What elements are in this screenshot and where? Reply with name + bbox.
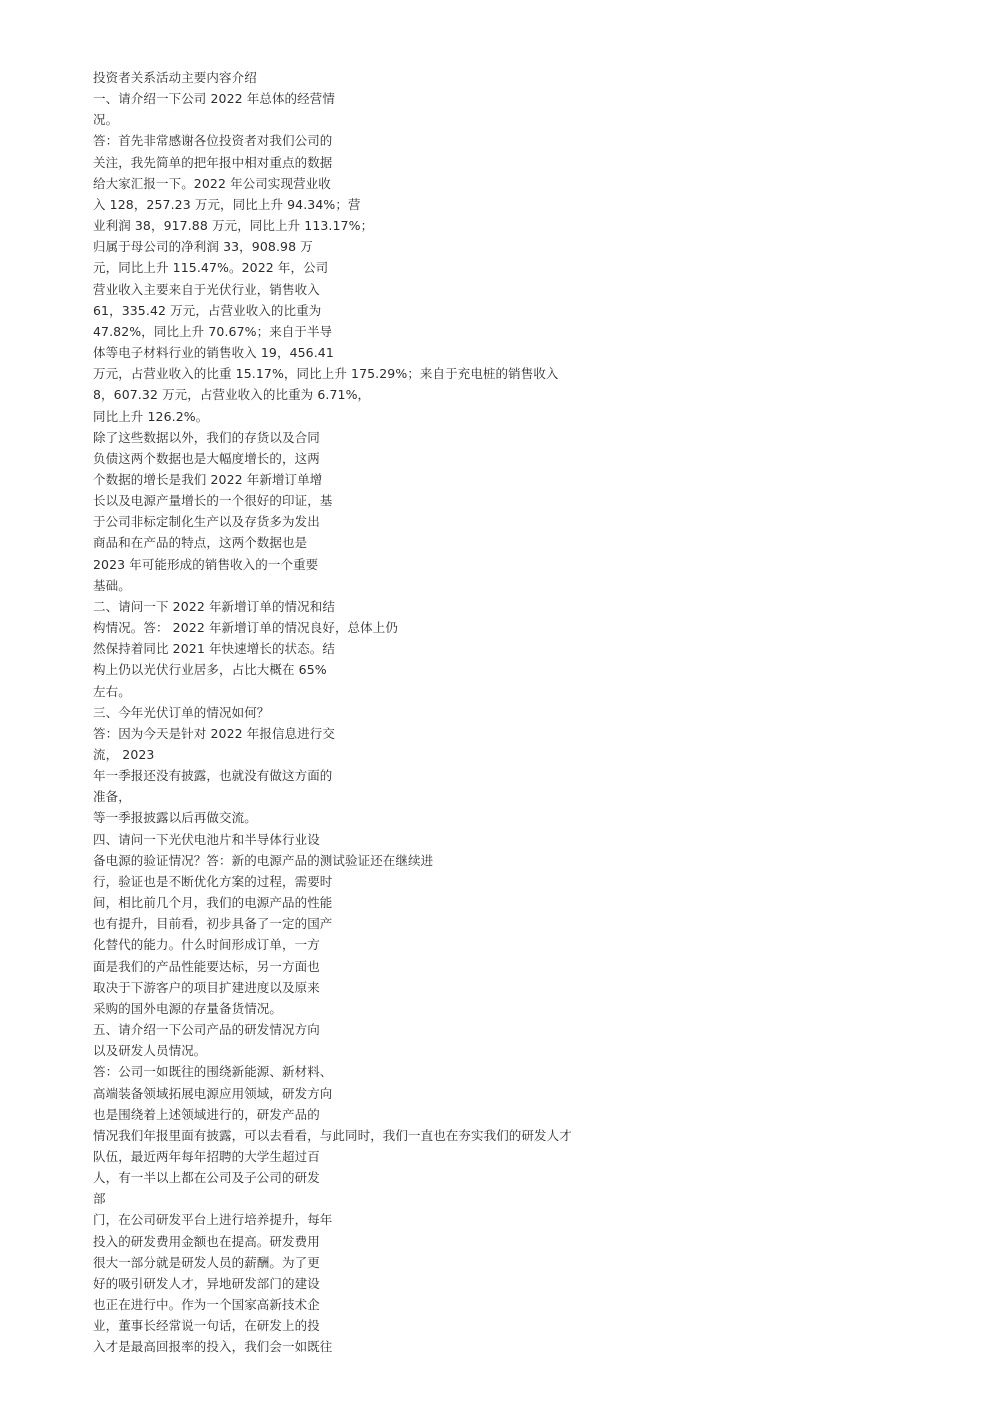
text-line: 61，335.42 万元，占营业收入的比重为 (93, 302, 322, 318)
text-line: 基础。 (93, 577, 131, 593)
text-line: 于公司非标定制化生产以及存货多为发出 (93, 514, 320, 530)
text-line: 左右。 (93, 683, 131, 699)
text-line: 也正在进行中。作为一个国家高新技术企 (93, 1297, 320, 1313)
text-line: 采购的国外电源的存量备货情况。 (93, 1000, 283, 1016)
text-line: 取决于下游客户的项目扩建进度以及原来 (93, 979, 320, 995)
text-line: 除了这些数据以外，我们的存货以及合同 (93, 429, 320, 445)
text-line: 以及研发人员情况。 (93, 1043, 207, 1059)
text-line: 备电源的验证情况？答：新的电源产品的测试验证还在继续进 (93, 852, 434, 868)
text-line: 五、请介绍一下公司产品的研发情况方向 (93, 1022, 320, 1038)
text-line: 队伍，最近两年每年招聘的大学生超过百 (93, 1148, 320, 1164)
text-line: 情况我们年报里面有披露，可以去看看，与此同时，我们一直也在夯实我们的研发人才 (93, 1127, 572, 1143)
text-line: 商品和在产品的特点，这两个数据也是 (93, 535, 308, 551)
text-line: 流， 2023 (93, 747, 155, 762)
text-line: 答：公司一如既往的围绕新能源、新材料、 (93, 1064, 333, 1080)
text-line: 归属于母公司的净利润 33，908.98 万 (93, 239, 313, 255)
text-line: 8，607.32 万元，占营业收入的比重为 6.71%， (93, 387, 371, 403)
document-body (93, 67, 973, 1358)
text-line: 间，相比前几个月，我们的电源产品的性能 (93, 895, 333, 911)
text-line: 业利润 38，917.88 万元，同比上升 113.17%； (93, 218, 374, 234)
text-line: 元，同比上升 115.47%。2022 年，公司 (93, 260, 329, 276)
text-line: 投入的研发费用金额也在提高。研发费用 (93, 1233, 320, 1249)
text-line: 行，验证也是不断优化方案的过程，需要时 (93, 873, 333, 889)
text-line: 体等电子材料行业的销售收入 19，456.41 (93, 345, 334, 361)
text-line: 也是围绕着上述领域进行的，研发产品的 (93, 1106, 320, 1122)
text-line: 好的吸引研发人才，异地研发部门的建设 (93, 1275, 320, 1291)
text-line: 化替代的能力。什么时间形成订单，一方 (93, 937, 320, 953)
text-line: 入 128，257.23 万元，同比上升 94.34%；营 (93, 196, 361, 212)
text-line: 很大一部分就是研发人员的薪酬。为了更 (93, 1254, 320, 1270)
text-line: 人，有一半以上都在公司及子公司的研发 (93, 1170, 320, 1186)
text-line: 业，董事长经常说一句话，在研发上的投 (93, 1318, 320, 1334)
text-line: 负债这两个数据也是大幅度增长的，这两 (93, 450, 320, 466)
text-line: 47.82%，同比上升 70.67%；来自于半导 (93, 323, 333, 339)
text-line: 入才是最高回报率的投入，我们会一如既往 (93, 1339, 333, 1355)
text-line: 也有提升，目前看，初步具备了一定的国产 (93, 916, 333, 932)
text-line: 给大家汇报一下。2022 年公司实现营业收 (93, 175, 331, 191)
text-line: 营业收入主要来自于光伏行业，销售收入 (93, 281, 320, 297)
text-line: 四、请问一下光伏电池片和半导体行业设 (93, 831, 320, 847)
text-line: 构上仍以光伏行业居多，占比大概在 65% (93, 662, 327, 678)
text-line: 个数据的增长是我们 2022 年新增订单增 (93, 471, 323, 487)
text-line: 投资者关系活动主要内容介绍 (93, 70, 257, 85)
text-line: 况。 (93, 112, 119, 128)
text-line: 三、今年光伏订单的情况如何？ (93, 704, 270, 720)
text-line: 关注，我先简单的把年报中相对重点的数据 (93, 154, 333, 170)
text-line: 高端装备领域拓展电源应用领域，研发方向 (93, 1085, 333, 1101)
text-line: 长以及电源产量增长的一个很好的印证，基 (93, 493, 333, 509)
text-line: 答：首先非常感谢各位投资者对我们公司的 (93, 133, 333, 149)
text-line: 同比上升 126.2%。 (93, 408, 209, 424)
text-line: 答：因为今天是针对 2022 年报信息进行交 (93, 725, 335, 741)
text-line: 然保持着同比 2021 年快速增长的状态。结 (93, 641, 335, 657)
text-line: 面是我们的产品性能要达标，另一方面也 (93, 958, 320, 974)
text-line: 二、请问一下 2022 年新增订单的情况和结 (93, 598, 335, 614)
text-line: 一、请介绍一下公司 2022 年总体的经营情 (93, 91, 335, 107)
text-line: 构情况。答： 2022 年新增订单的情况良好，总体上仍 (93, 620, 398, 636)
text-line: 等一季报披露以后再做交流。 (93, 810, 257, 826)
text-line: 年一季报还没有披露，也就没有做这方面的 (93, 768, 333, 784)
text-line: 准备， (93, 789, 131, 805)
text-line: 2023 年可能形成的销售收入的一个重要 (93, 556, 319, 572)
text-line: 部 (93, 1191, 106, 1207)
text-line: 门，在公司研发平台上进行培养提升，每年 (93, 1212, 333, 1228)
text-line: 万元，占营业收入的比重 15.17%，同比上升 175.29%；来自于充电桩的销售收入 (93, 366, 559, 382)
